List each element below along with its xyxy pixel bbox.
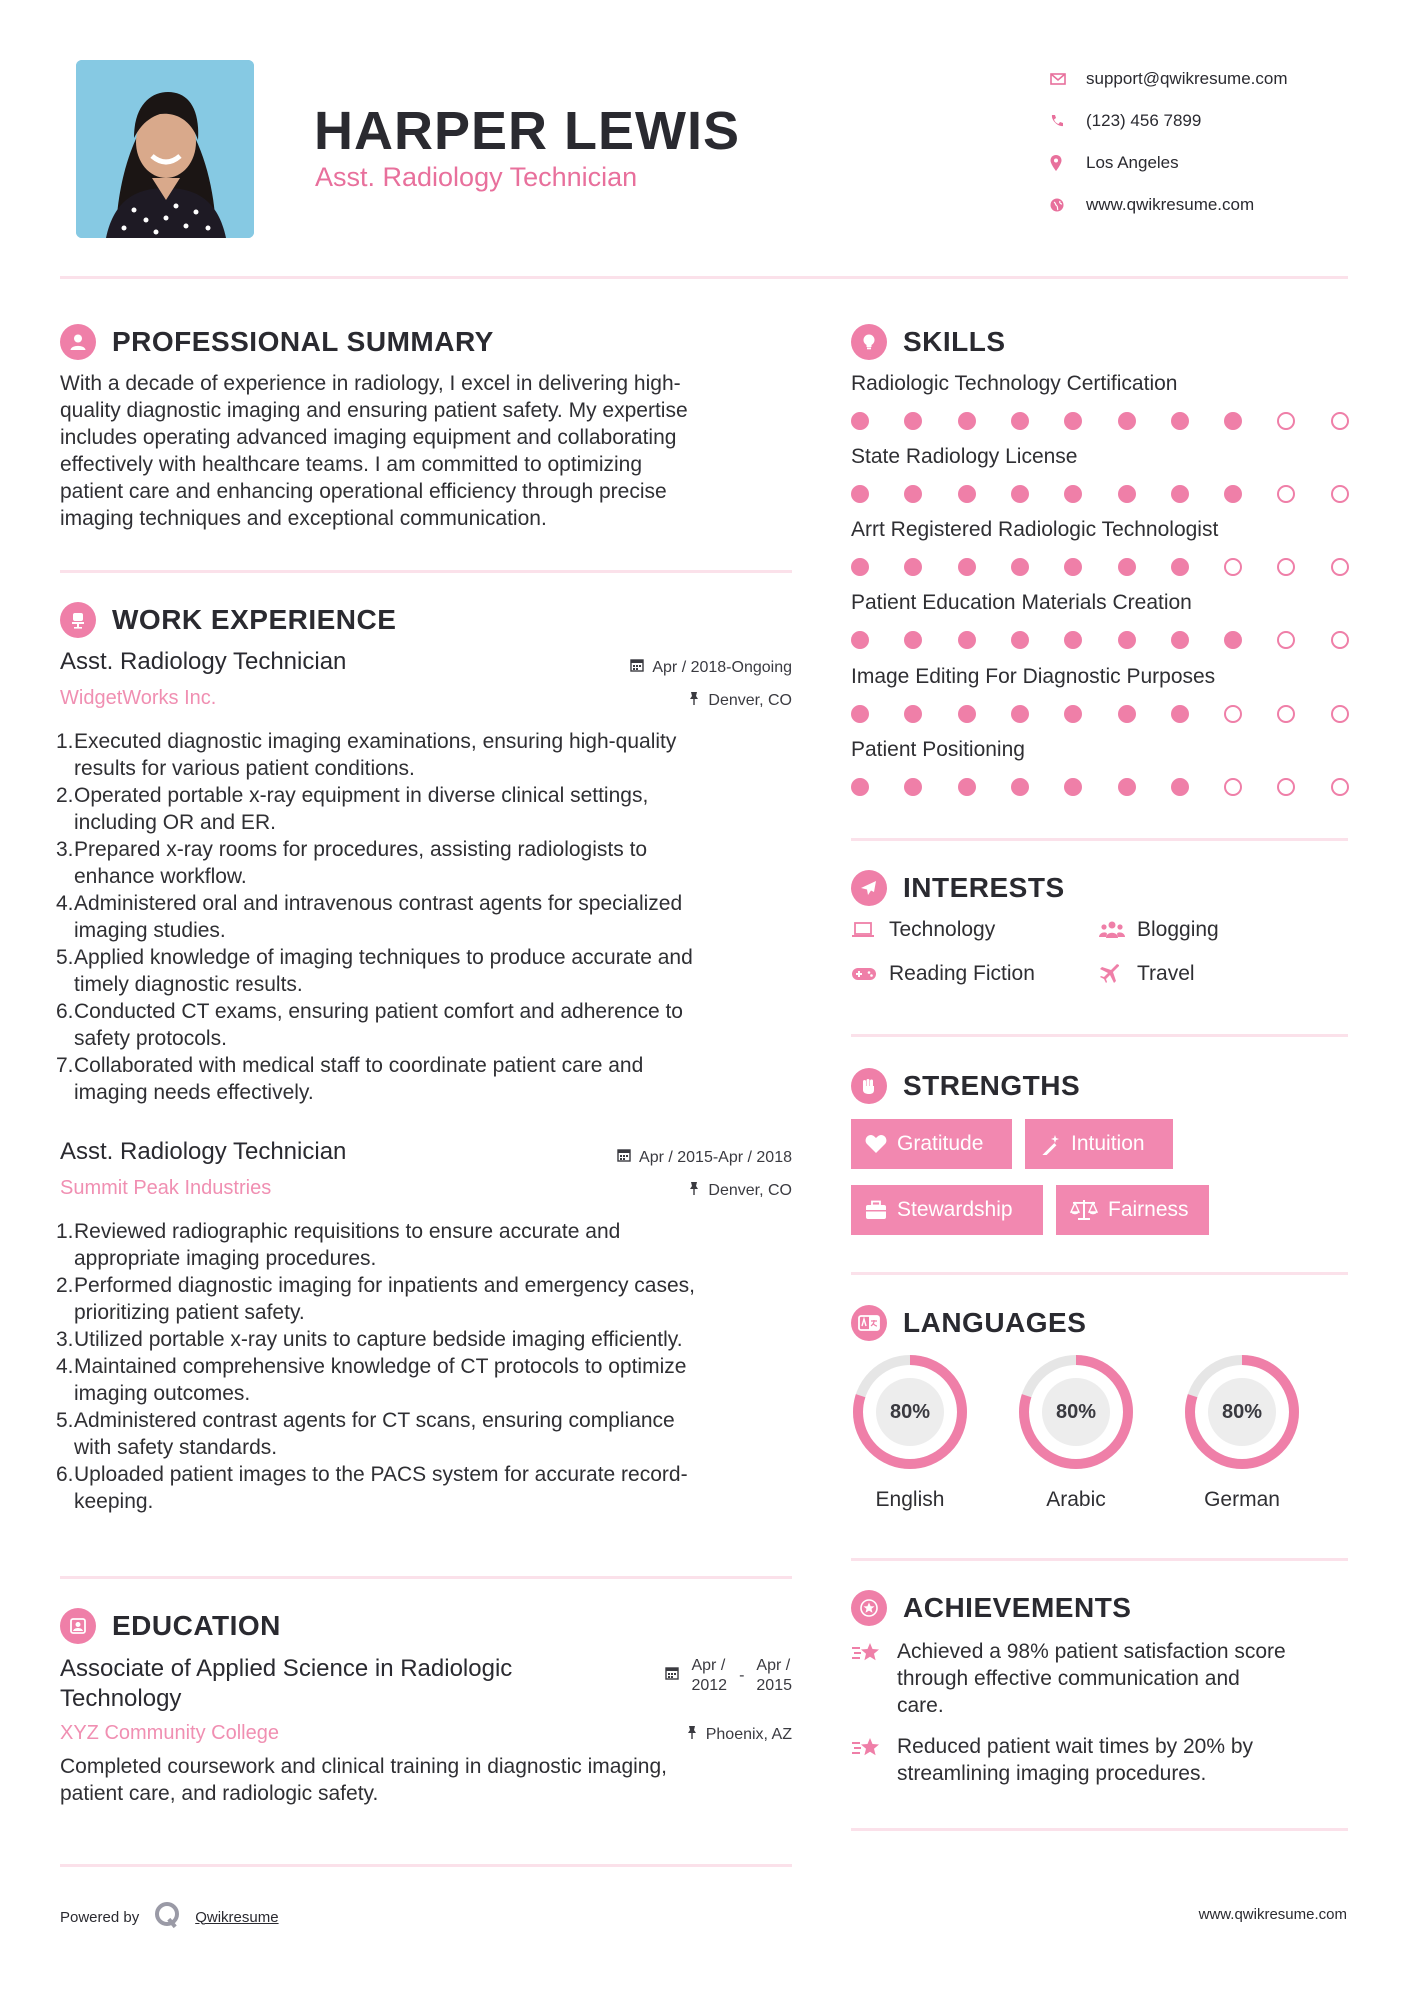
- language-progress-ring: [1014, 1350, 1138, 1474]
- interests-divider: [851, 1034, 1348, 1037]
- rating-dot-filled: [1171, 558, 1189, 576]
- rating-dot-empty: [1224, 558, 1242, 576]
- heart-icon: [865, 1134, 887, 1154]
- map-pin-icon: [1050, 155, 1086, 171]
- work-heading: [60, 602, 396, 638]
- interest-label: Blogging: [1137, 918, 1219, 941]
- strengths-title: STRENGTHS: [903, 1070, 1081, 1101]
- rating-dot-empty: [1277, 631, 1295, 649]
- skill-rating: [851, 778, 1351, 798]
- list-item: 6. Conducted CT exams, ensuring patient comfort and adherence to safety protocols.: [56, 1000, 683, 1050]
- list-item: 6. Uploaded patient images to the PACS system for accurate record- keeping.: [56, 1463, 688, 1513]
- rating-dot-filled: [1118, 778, 1136, 796]
- balance-scale-icon: [1070, 1199, 1098, 1221]
- achievement-text: Achieved a 98% patient satisfaction score through effective communication and care.: [897, 1640, 1286, 1717]
- skill-item: [851, 738, 1351, 762]
- strengths-divider: [851, 1272, 1348, 1275]
- summary-line: With a decade of experience in radiology, I excel in delivering high-: [60, 372, 681, 395]
- job-title: Asst. Radiology Technician: [60, 1138, 347, 1165]
- job-location: [688, 691, 792, 710]
- lightbulb-icon: [851, 324, 887, 360]
- rating-dot-filled: [904, 631, 922, 649]
- rating-dot-empty: [1331, 778, 1349, 796]
- job-location: [688, 1181, 792, 1200]
- achievements-title: ACHIEVEMENTS: [903, 1592, 1132, 1623]
- strength-label: Stewardship: [897, 1198, 1013, 1221]
- briefcase-icon: [865, 1200, 887, 1220]
- language-name: English: [875, 1488, 945, 1511]
- header-divider: [60, 276, 1348, 279]
- interest-item: [851, 918, 995, 942]
- rating-dot-filled: [1064, 485, 1082, 503]
- interest-item: [1099, 962, 1195, 986]
- work-title: WORK EXPERIENCE: [112, 604, 397, 635]
- profile-photo: [76, 60, 254, 238]
- skill-name: Patient Positioning: [851, 738, 1025, 761]
- rating-dot-filled: [1171, 778, 1189, 796]
- skill-item: [851, 665, 1351, 689]
- rating-dot-empty: [1277, 558, 1295, 576]
- education-date: Apr / 2012 - Apr / 2015: [665, 1656, 792, 1714]
- strength-tag: [1025, 1119, 1173, 1169]
- job-date: [630, 658, 792, 677]
- rating-dot-empty: [1331, 705, 1349, 723]
- rating-dot-filled: [904, 778, 922, 796]
- rating-dot-filled: [1118, 485, 1136, 503]
- list-item: 1. Executed diagnostic imaging examinations, ensuring high-quality results for various patient conditions.: [56, 730, 677, 780]
- contact-email[interactable]: [1050, 58, 1288, 100]
- list-item: 4. Maintained comprehensive knowledge of CT protocols to optimize imaging outcomes.: [56, 1355, 687, 1405]
- pushpin-icon: [686, 1725, 698, 1744]
- gamepad-icon: [851, 966, 889, 982]
- language-name: German: [1204, 1488, 1280, 1511]
- list-item: 5. Administered contrast agents for CT scans, ensuring compliance with safety standards.: [56, 1409, 675, 1459]
- summary-line: patient care and enhancing operational efficiency through precise: [60, 480, 667, 503]
- rating-dot-empty: [1277, 705, 1295, 723]
- rating-dot-filled: [904, 705, 922, 723]
- strength-label: Intuition: [1071, 1132, 1145, 1155]
- rating-dot-filled: [958, 558, 976, 576]
- skills-title: SKILLS: [903, 326, 1006, 357]
- summary-line: imaging techniques and exceptional communication.: [60, 507, 547, 530]
- job-location-text: Denver, CO: [708, 1181, 792, 1199]
- rating-dot-empty: [1277, 412, 1295, 430]
- languages-title: LANGUAGES: [903, 1307, 1087, 1338]
- list-item: 1. Reviewed radiographic requisitions to ensure accurate and appropriate imaging procedures.: [56, 1220, 621, 1270]
- rating-dot-filled: [1064, 705, 1082, 723]
- list-item: 5. Applied knowledge of imaging techniques to produce accurate and timely diagnostic results.: [56, 946, 693, 996]
- skill-name: State Radiology License: [851, 445, 1078, 468]
- interests-heading: [851, 870, 1065, 906]
- degree-title: Associate of Applied Science in Radiologic Technology: [60, 1655, 513, 1712]
- rating-dot-filled: [1011, 631, 1029, 649]
- contact-phone[interactable]: [1050, 100, 1288, 142]
- job-date: [617, 1148, 792, 1167]
- rating-dot-filled: [1118, 412, 1136, 430]
- education-description: Completed coursework and clinical training in diagnostic imaging, patient care, and radiologic safety.: [60, 1755, 667, 1805]
- job-bullets: [56, 1218, 792, 1515]
- summary-line: effectively with healthcare teams. I am committed to optimizing: [60, 453, 643, 476]
- job-title: Asst. Radiology Technician: [60, 648, 347, 675]
- skill-item: [851, 591, 1351, 615]
- rating-dot-filled: [1064, 558, 1082, 576]
- rating-dot-empty: [1331, 485, 1349, 503]
- language-progress-ring: [848, 1350, 972, 1474]
- job-date-text: Apr / 2015-Apr / 2018: [639, 1148, 792, 1166]
- summary-line: quality diagnostic imaging and ensuring patient safety. My expertise: [60, 399, 688, 422]
- shooting-star-icon: [851, 1733, 897, 1787]
- rating-dot-filled: [1064, 412, 1082, 430]
- list-item: 2. Performed diagnostic imaging for inpatients and emergency cases, prioritizing patient safety.: [56, 1274, 695, 1324]
- rating-dot-empty: [1331, 558, 1349, 576]
- contact-website[interactable]: [1050, 184, 1288, 226]
- skill-rating: [851, 705, 1351, 725]
- location-text: Los Angeles: [1086, 153, 1179, 172]
- rating-dot-filled: [1224, 485, 1242, 503]
- list-item: 4. Administered oral and intravenous contrast agents for specialized imaging studies.: [56, 892, 683, 942]
- rating-dot-filled: [904, 485, 922, 503]
- skill-name: Patient Education Materials Creation: [851, 591, 1192, 614]
- interest-item: [851, 962, 1035, 986]
- phone-text: (123) 456 7899: [1086, 111, 1202, 130]
- language-percent: 80%: [1055, 1400, 1097, 1423]
- rating-dot-filled: [1171, 412, 1189, 430]
- rating-dot-empty: [1331, 412, 1349, 430]
- company-name: Summit Peak Industries: [60, 1177, 272, 1199]
- candidate-title: Asst. Radiology Technician: [315, 162, 638, 192]
- graduation-icon: [60, 1608, 96, 1644]
- candidate-name: HARPER LEWIS: [314, 101, 741, 161]
- plane-icon: [1099, 964, 1137, 984]
- school-name: XYZ Community College: [60, 1722, 279, 1744]
- company-name: WidgetWorks Inc.: [60, 687, 217, 709]
- contact-list: [1050, 58, 1288, 226]
- rating-dot-filled: [851, 631, 869, 649]
- strength-label: Gratitude: [897, 1132, 984, 1155]
- achievement-text: Reduced patient wait times by 20% by streamlining imaging procedures.: [897, 1735, 1254, 1785]
- list-item: 7. Collaborated with medical staff to coordinate patient care and imaging needs effectively.: [56, 1054, 644, 1104]
- education-title: EDUCATION: [112, 1610, 281, 1641]
- languages-heading: [851, 1305, 1086, 1341]
- summary-text: [60, 370, 800, 532]
- strength-tag: [851, 1119, 1012, 1169]
- summary-line: includes operating advanced imaging equipment and collaborating: [60, 426, 677, 449]
- rating-dot-filled: [1171, 485, 1189, 503]
- calendar-icon: [665, 1666, 679, 1686]
- education-entry: [60, 1654, 792, 1807]
- summary-title: PROFESSIONAL SUMMARY: [112, 326, 494, 357]
- job-location-text: Denver, CO: [708, 691, 792, 709]
- rating-dot-filled: [1011, 485, 1029, 503]
- rating-dot-filled: [1171, 631, 1189, 649]
- rating-dot-filled: [1011, 778, 1029, 796]
- list-item: 3. Utilized portable x-ray units to capture bedside imaging efficiently.: [56, 1328, 683, 1351]
- rating-dot-empty: [1331, 631, 1349, 649]
- language-icon: [851, 1305, 887, 1341]
- language-percent: 80%: [889, 1400, 931, 1423]
- rating-dot-filled: [1064, 778, 1082, 796]
- email-text: support@qwikresume.com: [1086, 69, 1288, 88]
- work-divider: [60, 1576, 792, 1579]
- footer-powered-by: [60, 1900, 279, 1934]
- star-badge-icon: [851, 1590, 887, 1626]
- interests-title: INTERESTS: [903, 872, 1065, 903]
- rating-dot-filled: [958, 485, 976, 503]
- powered-by-label: Powered by: [60, 1908, 140, 1926]
- skill-rating: [851, 485, 1351, 505]
- rating-dot-filled: [1011, 412, 1029, 430]
- education-location: Phoenix, AZ: [686, 1724, 792, 1745]
- job-entry: [56, 1138, 792, 1515]
- rating-dot-filled: [958, 705, 976, 723]
- website-text: www.qwikresume.com: [1086, 195, 1255, 214]
- language-progress-ring: [1180, 1350, 1304, 1474]
- rating-dot-filled: [1118, 558, 1136, 576]
- interest-label: Technology: [889, 918, 996, 941]
- user-icon: [60, 324, 96, 360]
- skill-item: [851, 445, 1351, 469]
- language-item: [1180, 1350, 1304, 1512]
- rating-dot-filled: [958, 412, 976, 430]
- skill-item: [851, 372, 1351, 396]
- calendar-icon: [617, 1148, 631, 1167]
- qwikresume-logo-icon: [153, 1900, 183, 1934]
- rating-dot-filled: [958, 778, 976, 796]
- paper-plane-icon: [851, 870, 887, 906]
- rating-dot-filled: [904, 412, 922, 430]
- skill-item: [851, 518, 1351, 542]
- rating-dot-filled: [958, 631, 976, 649]
- rating-dot-filled: [1118, 705, 1136, 723]
- skill-rating: [851, 558, 1351, 578]
- language-percent: 80%: [1221, 1400, 1263, 1423]
- rating-dot-filled: [851, 778, 869, 796]
- rating-dot-empty: [1277, 778, 1295, 796]
- rating-dot-filled: [1118, 631, 1136, 649]
- rating-dot-filled: [851, 705, 869, 723]
- summary-heading: [60, 324, 494, 360]
- strengths-heading: [851, 1068, 1080, 1104]
- skill-name: Image Editing For Diagnostic Purposes: [851, 665, 1216, 688]
- skill-name: Arrt Registered Radiologic Technologist: [851, 518, 1219, 541]
- rating-dot-filled: [1011, 705, 1029, 723]
- briefcase-chair-icon: [60, 602, 96, 638]
- strength-label: Fairness: [1108, 1198, 1189, 1221]
- rating-dot-filled: [904, 558, 922, 576]
- calendar-icon: [630, 658, 644, 677]
- job-date-text: Apr / 2018-Ongoing: [652, 658, 792, 676]
- list-item: 3. Prepared x-ray rooms for procedures, assisting radiologists to enhance workflow.: [56, 838, 648, 888]
- rating-dot-filled: [1171, 705, 1189, 723]
- interest-label: Reading Fiction: [889, 962, 1035, 985]
- skill-rating: [851, 412, 1351, 432]
- footer-url[interactable]: www.qwikresume.com: [1198, 1906, 1347, 1923]
- achievement-item: [851, 1638, 1351, 1719]
- achievement-item: [851, 1733, 1351, 1787]
- language-name: Arabic: [1046, 1488, 1106, 1511]
- education-divider: [60, 1864, 792, 1867]
- rating-dot-filled: [1224, 631, 1242, 649]
- contact-location: [1050, 142, 1288, 184]
- rating-dot-empty: [1277, 485, 1295, 503]
- users-icon: [1099, 920, 1137, 940]
- qwikresume-link[interactable]: Qwikresume: [195, 1908, 279, 1926]
- fist-icon: [851, 1068, 887, 1104]
- rating-dot-filled: [851, 412, 869, 430]
- skills-heading: [851, 324, 1006, 360]
- skill-rating: [851, 631, 1351, 651]
- phone-icon: [1050, 114, 1086, 128]
- skill-name: Radiologic Technology Certification: [851, 372, 1178, 395]
- laptop-icon: [851, 922, 889, 938]
- interest-label: Travel: [1137, 962, 1195, 985]
- pushpin-icon: [688, 691, 700, 710]
- list-item: 2. Operated portable x-ray equipment in diverse clinical settings, including OR and ER.: [56, 784, 649, 834]
- shooting-star-icon: [851, 1638, 897, 1719]
- interest-item: [1099, 918, 1219, 942]
- magic-wand-icon: [1039, 1133, 1061, 1155]
- job-bullets: [56, 728, 792, 1106]
- envelope-icon: [1050, 73, 1086, 85]
- rating-dot-filled: [1011, 558, 1029, 576]
- rating-dot-empty: [1224, 778, 1242, 796]
- job-entry: [56, 648, 792, 1106]
- languages-divider: [851, 1558, 1348, 1561]
- rating-dot-empty: [1224, 705, 1242, 723]
- rating-dot-filled: [1224, 412, 1242, 430]
- rating-dot-filled: [1064, 631, 1082, 649]
- language-item: [848, 1350, 972, 1512]
- achievements-divider: [851, 1828, 1348, 1831]
- strength-tag: [1056, 1185, 1209, 1235]
- education-heading: [60, 1608, 281, 1644]
- pushpin-icon: [688, 1181, 700, 1200]
- globe-icon: [1050, 198, 1086, 212]
- rating-dot-filled: [851, 485, 869, 503]
- summary-divider: [60, 570, 792, 573]
- language-item: [1014, 1350, 1138, 1512]
- strength-tag: [851, 1185, 1043, 1235]
- rating-dot-filled: [851, 558, 869, 576]
- skills-divider: [851, 838, 1348, 841]
- achievements-heading: [851, 1590, 1131, 1626]
